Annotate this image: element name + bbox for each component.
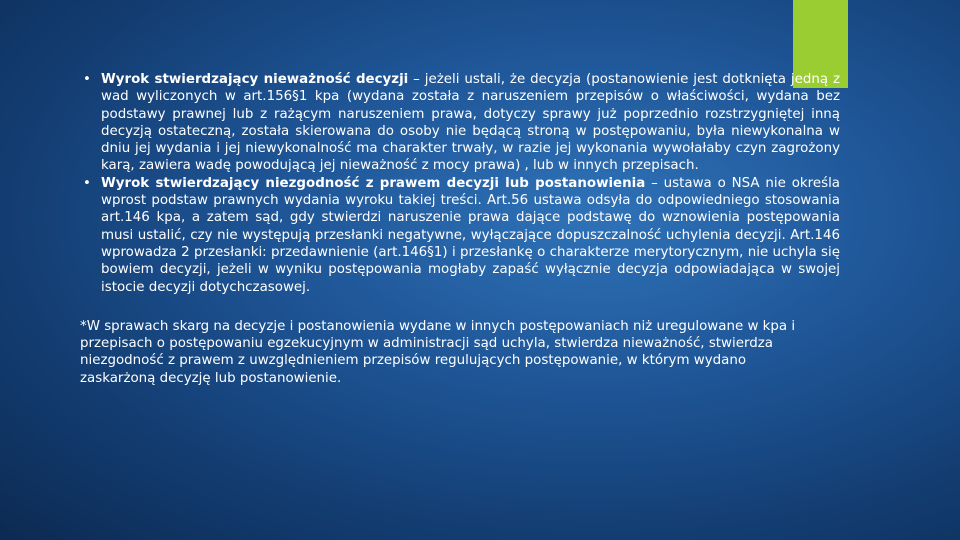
bullet-item-nullity: [80, 71, 840, 175]
bullet-text: – ustawa o NSA nie określa wprost podstaw prawnych wydania wyroku takiej treści. Art.56 ustawa odsyła do odpowiedniego stosowania art.146 kpa, a zatem sąd, gdy stwierdzi naruszenie prawa dające podstawę do wznowienia postępowania musi ustalić, czy nie występują przesłanki negatywne, wyłączające dopuszczalność uchylenia decyzji. Art.146 wprowadza 2 przesłanki: przedawnienie (art.146§1) i przesłankę o charakterze merytorycznym, nie uchyla się bowiem decyzji, jeżeli w wyniku postępowania mogłaby zapaść wyłącznie decyzja odpowiadająca w swojej istocie decyzji dotychczasowej.: [101, 175, 840, 295]
bullet-text: – jeżeli ustali, że decyzja (postanowienie jest dotknięta jedną z wad wyliczonych w art.156§1 kpa (wydana została z naruszeniem przepisów o właściwości, wydana bez podstawy prawnej lub z rażącym naruszeniem prawa, dotyczy sprawy już poprzednio rozstrzygniętej inną decyzją ostateczną, została skierowana do osoby nie będącą stroną w postępowaniu, była niewykonalna w dniu jej wydania i jej niewykonalność ma charakter trwały, w razie jej wykonania wywołałaby czyn zagrożony karą, zawiera wadę powodującą jej nieważność z mocy prawa) , lub w innych przepisach.: [101, 72, 841, 174]
bullet-item-unlawfulness: [80, 175, 840, 296]
bullet-title: Wyrok stwierdzający niezgodność z prawem decyzji lub postanowienia: [101, 175, 646, 191]
bullet-title: Wyrok stwierdzający nieważność decyzji: [101, 72, 409, 87]
bullet-icon: •: [83, 175, 91, 191]
footnote: *W sprawach skarg na decyzje i postanowienia wydane w innych postępowaniach niż uregulowane w kpa i przepisach o postępowaniu egzekucyjnym w administracji sąd uchyla, stwierdza nieważność, stwierdza niezgodność z prawem z uwzględnieniem przepisów regulujących postępowanie, w którym wydano zaskarżoną decyzję lub postanowienie.: [80, 318, 796, 386]
bullet-list: [80, 71, 840, 296]
slide-content: [80, 71, 840, 400]
bullet-icon: •: [83, 72, 91, 87]
